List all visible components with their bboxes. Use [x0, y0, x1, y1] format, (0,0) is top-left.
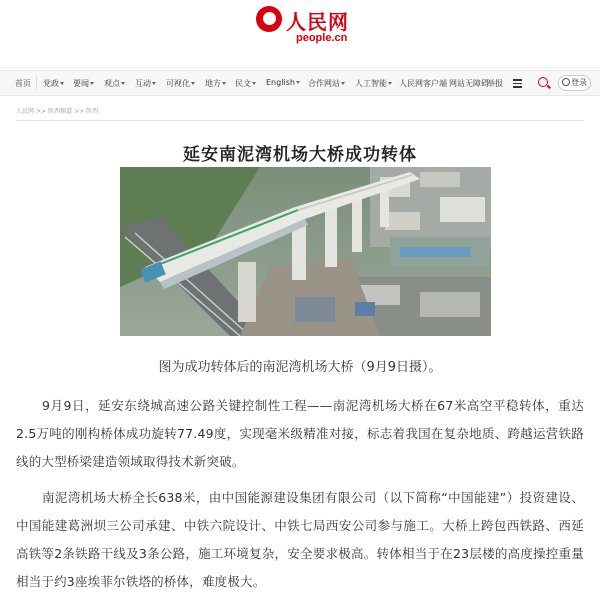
- photo-caption: 图为成功转体后的南泥湾机场大桥（9月9日摄）。: [158, 360, 442, 375]
- nav-item-party[interactable]: 党政: [43, 78, 64, 89]
- chevron-down-icon: [191, 82, 195, 85]
- article-photo: [120, 167, 491, 336]
- nav-divider: [36, 76, 37, 90]
- breadcrumb-link-shaanxi[interactable]: 陕西: [86, 108, 99, 115]
- search-icon[interactable]: [538, 77, 548, 87]
- logo-chinese-text: 人民网: [286, 10, 349, 34]
- chevron-down-icon: [296, 81, 300, 84]
- article-paragraph: 9月9日，延安东绕城高速公路关键控制性工程——南泥湾机场大桥在67米高空平稳转体，重达2.5万吨的刚构桥体成功旋转77.49度，实现毫米级精准对接，标志着我国在复杂地质、跨越运营铁路线的大型桥梁建造领域取得技术新突破。: [16, 398, 584, 469]
- chevron-down-icon: [90, 82, 94, 85]
- nav-item-opinion[interactable]: 观点: [104, 78, 125, 89]
- login-button[interactable]: 登录: [558, 75, 591, 91]
- site-header: [0, 0, 600, 68]
- main-nav: [0, 70, 600, 96]
- menu-icon[interactable]: [513, 79, 522, 90]
- logo-english-text: people.cn: [296, 32, 348, 44]
- nav-item-home[interactable]: 首页: [15, 79, 31, 88]
- breadcrumb-link-people[interactable]: 人民网: [16, 108, 35, 115]
- nav-item-english[interactable]: English: [266, 78, 300, 87]
- nav-item-report[interactable]: 举报: [487, 79, 503, 88]
- nav-item-news[interactable]: 要闻: [73, 78, 94, 89]
- user-icon: [562, 78, 570, 86]
- chevron-down-icon: [222, 82, 226, 85]
- nav-item-local[interactable]: 地方: [205, 78, 226, 89]
- breadcrumb-divider: [16, 120, 584, 121]
- breadcrumb: 人民网 >> 陕西频道 >> 陕西: [16, 108, 99, 115]
- nav-item-partners[interactable]: 合作网站: [308, 78, 345, 89]
- chevron-down-icon: [341, 82, 345, 85]
- breadcrumb-link-shaanxi-channel[interactable]: 陕西频道: [48, 108, 73, 115]
- chevron-down-icon: [388, 82, 392, 85]
- chevron-down-icon: [60, 82, 64, 85]
- chevron-down-icon: [252, 82, 256, 85]
- bridge-photo-illustration: [120, 167, 491, 336]
- nav-item-accessibility[interactable]: 网站无障碍: [449, 79, 489, 88]
- article-title: 延安南泥湾机场大桥成功转体: [183, 145, 417, 165]
- nav-item-visual[interactable]: 可视化: [166, 78, 195, 89]
- chevron-down-icon: [121, 82, 125, 85]
- article-paragraph: 南泥湾机场大桥全长638米，由中国能源建设集团有限公司（以下简称“中国能建”）投资建设、中国能建葛洲坝三公司承建、中铁六院设计、中铁七局西安公司参与施工。大桥上跨包西铁路、西延高铁等2条铁路干线及3条公路，施工环境复杂，安全要求极高。转体相当于在23层楼的高度操控重量相当于约3座埃菲尔铁塔的桥体，难度极大。: [16, 490, 584, 589]
- nav-item-interactive[interactable]: 互动: [135, 78, 156, 89]
- logo-emblem-icon: [256, 6, 282, 32]
- chevron-down-icon: [152, 82, 156, 85]
- people-cn-logo[interactable]: [256, 4, 366, 48]
- nav-item-ai[interactable]: 人工智能: [355, 78, 392, 89]
- nav-item-minority[interactable]: 民文: [235, 78, 256, 89]
- nav-item-client[interactable]: 人民网客户端: [399, 79, 447, 88]
